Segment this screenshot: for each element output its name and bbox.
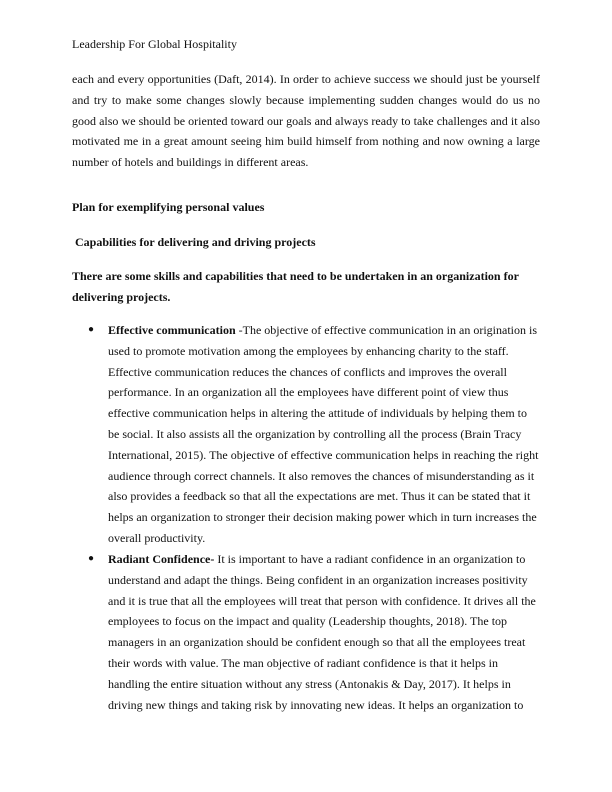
- text-line: understand and adapt the things. Being confident in an organization increases positivity: [108, 572, 528, 587]
- bullet-effective-communication: [88, 320, 548, 549]
- text-line: and it is true that all the employees will treat that person with confidence. It drives all the: [108, 593, 536, 608]
- heading-skills: [72, 266, 540, 308]
- text-line: audience through correct channels. It also removes the chances of misunderstanding as it: [108, 468, 535, 483]
- text-line: delivering projects.: [72, 289, 171, 304]
- text-line: used to promote motivation among the employees by enhancing charity to the staff.: [108, 343, 509, 358]
- text-line: performance. In an organization all the employees have different point of view thus: [108, 385, 509, 400]
- text-line: -The objective of effective communication in an origination is: [235, 323, 537, 337]
- text-line: good also we should be oriented toward our goals and always ready to take challenges and it also: [72, 113, 540, 128]
- text-line: each and every opportunities (Daft, 2014). In order to achieve success we should just be yourself: [72, 72, 540, 86]
- text-line: also provides a feedback so that all the expectations are met. Thus it can be stated that it: [108, 489, 531, 504]
- text-line: There are some skills and capabilities that need to be undertaken in an organization for: [72, 269, 519, 283]
- bullet-icon: ●: [88, 324, 95, 335]
- text-line: International, 2015). The objective of effective communication helps in reaching the right: [108, 447, 539, 462]
- text-line: handling the entire situation without any stress (Antonakis & Day, 2017). It helps in: [108, 676, 511, 691]
- intro-paragraph: [72, 69, 540, 173]
- text-line: be social. It also assists all the organization by controlling all the process (Brain Tracy: [108, 426, 522, 441]
- text-line: helps an organization to stronger their decision making power which in turn increases the: [108, 510, 537, 525]
- text-line: their words with value. The man objective of radiant confidence is that it helps in: [108, 655, 498, 670]
- text-line: effective communication helps in altering the attitude of individuals by helping them to: [108, 406, 528, 421]
- text-line: motivated me in a great amount seeing him build himself from nothing and now owning a large: [72, 134, 540, 149]
- running-header: Leadership For Global Hospitality: [72, 37, 237, 51]
- heading-capabilities: Capabilities for delivering and driving projects: [72, 235, 316, 249]
- bullet-term: Radiant Confidence-: [108, 552, 215, 566]
- text-line: managers in an organization should be confident enough so that all the employees treat: [108, 635, 526, 650]
- text-line: employees to focus on the impact and quality (Leadership thoughts, 2018). The top: [108, 614, 508, 629]
- heading-personal-values: Plan for exemplifying personal values: [72, 200, 265, 214]
- text-line: It is important to have a radiant confidence in an organization to: [214, 552, 526, 566]
- text-line: and try to make some changes slowly because implementing sudden changes would do us no: [72, 92, 540, 107]
- text-line: overall productivity.: [108, 530, 206, 545]
- text-line: number of hotels and buildings in different areas.: [72, 155, 309, 170]
- bullet-radiant-confidence: [88, 549, 548, 715]
- text-line: Effective communication reduces the chances of conflicts and improves the overall: [108, 364, 507, 379]
- bullet-icon: ●: [88, 553, 95, 564]
- text-line: driving new things and taking risk by innovating new ideas. It helps an organization to: [108, 697, 524, 712]
- bullet-term: Effective communication: [108, 323, 236, 337]
